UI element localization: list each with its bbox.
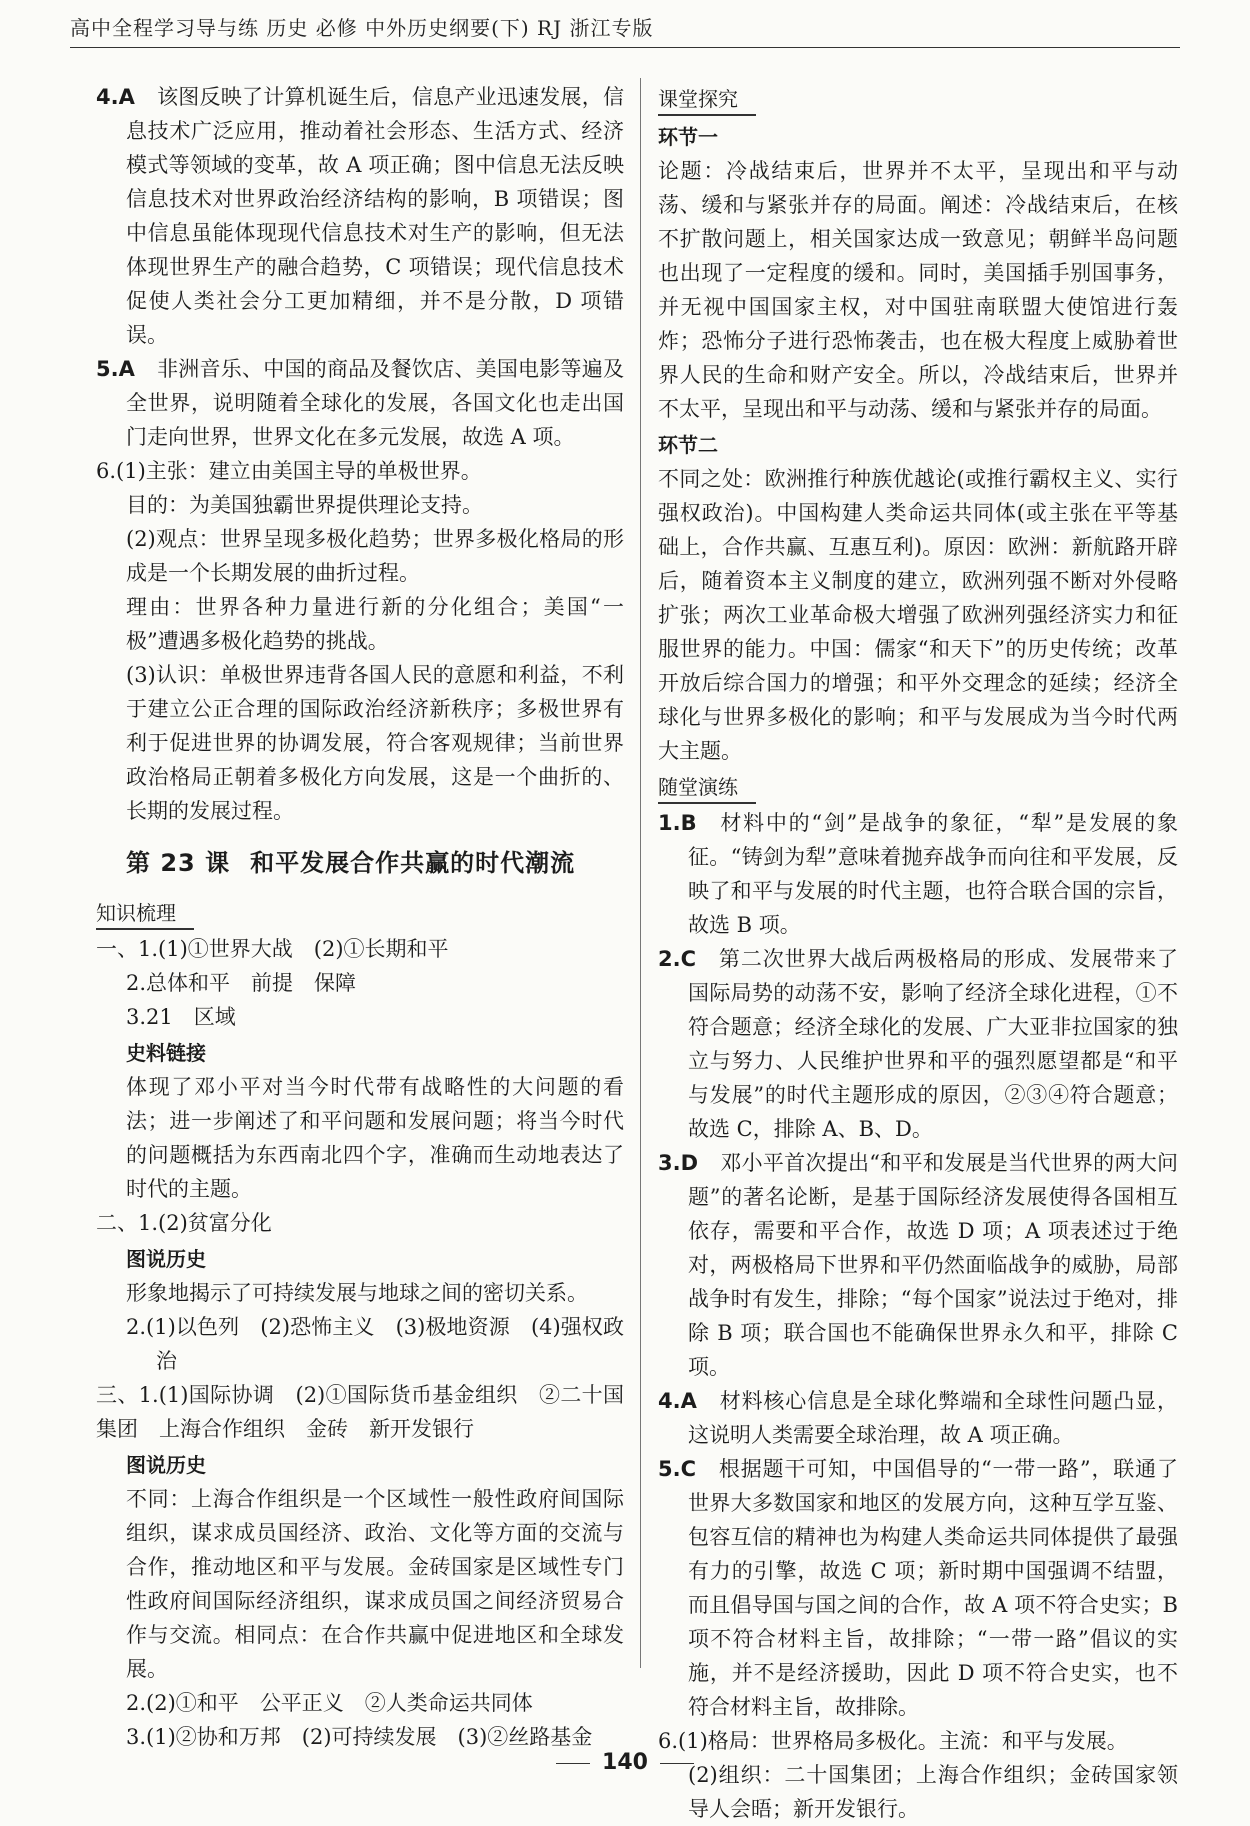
answer-text: 材料核心信息是全球化弊端和全球性问题凸显，这说明人类需要全球治理，故 A 项正确。 (688, 1389, 1178, 1447)
footer-dash (556, 1763, 590, 1764)
page-number: 140 (602, 1750, 648, 1775)
page-header: 高中全程学习导与练 历史 必修 中外历史纲要(下) RJ 浙江专版 (70, 12, 1180, 48)
practice-answer-2 (658, 942, 1178, 1146)
answer-q6-line4: 理由：世界各种力量进行新的分化组合；美国“一极”遭遇多极化趋势的挑战。 (126, 595, 624, 653)
knowledge-line: 三、1.(1)国际协调 (2)①国际货币基金组织 ②二十国集团 上海合作组织 金砖 新开发银行 (96, 1383, 624, 1441)
answer-label: 2.C (658, 947, 697, 971)
link-2-text: 不同之处：欧洲推行种族优越论(或推行霸权主义、实行强权政治)。中国构建人类命运共同体(或主张在平等基础上，合作共赢、互惠互利)。原因：欧洲：新航路开辟后，随着资本主义制度的建立，欧洲列强不断对外侵略扩张；两次工业革命极大增强了欧洲列强经济实力和征服世界的能力。中国：儒家“和天下”的历史传统；改革开放后综合国力的增强；和平外交理念的延续；经济全球化与世界多极化的影响；和平与发展成为当今时代两大主题。 (658, 467, 1178, 763)
subheading-picture-history: 图说历史 (126, 1247, 206, 1271)
answer-text: 材料中的“剑”是战争的象征，“犁”是发展的象征。“铸剑为犁”意味着抛弃战争而向往和平发展，反映了和平与发展的时代主题，也符合联合国的宗旨，故选 B 项。 (688, 811, 1178, 937)
answer-label: 5.A (96, 357, 135, 381)
subheading-link-2: 环节二 (658, 433, 718, 457)
answer-label: 4.A (658, 1389, 697, 1413)
subheading-source-link: 史料链接 (126, 1041, 206, 1065)
practice-answer-5 (658, 1452, 1178, 1724)
answer-label: 3.D (658, 1151, 699, 1175)
answer-q5 (96, 352, 624, 454)
answer-text: 该图反映了计算机诞生后，信息产业迅速发展，信息技术广泛应用，推动着社会形态、生活方式、经济模式等领域的变革，故 A 项正确；图中信息无法反映信息技术对世界政治经济结构的影响，B 项错误；图中信息虽能体现现代信息技术对生产的影响，但无法体现世界生产的融合趋势，C 项错误；现代信息技术促使人类社会分工更加精细，并不是分散，D 项错误。 (126, 85, 624, 347)
left-column (96, 80, 624, 1754)
practice-answer-3 (658, 1146, 1178, 1384)
lesson-name: 和平发展合作共赢的时代潮流 (250, 849, 576, 877)
section-knowledge: 知识梳理 (96, 898, 194, 930)
picture-history-text: 不同：上海合作组织是一个区域性一般性政府间国际组织，谋求成员国经济、政治、文化等方面的交流与合作，推动地区和平与发展。金砖国家是区域性专门性政府间国际经济组织，谋求成员国之间经济贸易合作与交流。相同点：在合作共赢中促进地区和全球发展。 (126, 1487, 624, 1681)
answer-q6-line1: 6.(1)主张：建立由美国主导的单极世界。 (96, 459, 482, 483)
answer-text: 根据题干可知，中国倡导的“一带一路”，联通了世界大多数国家和地区的发展方向，这种互学互鉴、包容互信的精神也为构建人类命运共同体提供了最强有力的引擎，故选 C 项；新时期中国强调不结盟，而且倡导国与国之间的合作，故 A 项不符合史实；B 项不符合材料主旨，故排除；“一带一路”倡议的实施，并不是经济援助，因此 D 项不符合史实，也不符合材料主旨，故排除。 (688, 1457, 1178, 1719)
picture-history-text: 形象地揭示了可持续发展与地球之间的密切关系。 (126, 1281, 588, 1305)
answer-text: 第二次世界大战后两极格局的形成、发展带来了国际局势的动荡不安，影响了经济全球化进程，①不符合题意；经济全球化的发展、广大亚非拉国家的独立与努力、人民维护世界和平的强烈愿望都是“和平与发展”的时代主题形成的原因，②③④符合题意；故选 C，排除 A、B、D。 (688, 947, 1178, 1141)
knowledge-line: 3.21 区域 (126, 1005, 236, 1029)
practice-answer-6-line1: 6.(1)格局：世界格局多极化。主流：和平与发展。 (658, 1729, 1128, 1753)
answer-q6-line2: 目的：为美国独霸世界提供理论支持。 (126, 493, 483, 517)
subheading-link-1: 环节一 (658, 125, 718, 149)
knowledge-line: 3.(1)②协和万邦 (2)可持续发展 (3)②丝路基金 (126, 1725, 593, 1749)
section-class-inquiry: 课堂探究 (658, 84, 756, 116)
link-1-text: 论题：冷战结束后，世界并不太平，呈现出和平与动荡、缓和与紧张并存的局面。阐述：冷战结束后，在核不扩散问题上，相关国家达成一致意见；朝鲜半岛问题也出现了一定程度的缓和。同时，美国插手别国事务，并无视中国国家主权，对中国驻南联盟大使馆进行轰炸；恐怖分子进行恐怖袭击，也在极大程度上威胁着世界人民的生命和财产安全。所以，冷战结束后，世界并不太平，呈现出和平与动荡、缓和与紧张并存的局面。 (658, 159, 1178, 421)
right-column (658, 80, 1178, 1826)
answer-q4 (96, 80, 624, 352)
knowledge-line: 一、1.(1)①世界大战 (2)①长期和平 (96, 937, 449, 961)
page-footer (0, 1750, 1250, 1775)
answer-q6-line3: (2)观点：世界呈现多极化趋势；世界多极化格局的形成是一个长期发展的曲折过程。 (126, 527, 624, 585)
answer-q6-line5: (3)认识：单极世界违背各国人民的意愿和利益，不利于建立公正合理的国际政治经济新秩序；多极世界有利于促进世界的协调发展，符合客观规律；当前世界政治格局正朝着多极化方向发展，这是一个曲折的、长期的发展过程。 (126, 663, 624, 823)
section-practice: 随堂演练 (658, 772, 756, 804)
answer-label: 5.C (658, 1457, 697, 1481)
lesson-title (126, 846, 624, 880)
knowledge-line: 2.总体和平 前提 保障 (126, 971, 357, 995)
answer-label: 4.A (96, 85, 135, 109)
answer-label: 1.B (658, 811, 697, 835)
knowledge-line: 2.(1)以色列 (2)恐怖主义 (3)极地资源 (4)强权政治 (126, 1315, 624, 1373)
lesson-number: 第 23 课 (126, 849, 231, 877)
source-link-text: 体现了邓小平对当今时代带有战略性的大问题的看法；进一步阐述了和平问题和发展问题；将当今时代的问题概括为东西南北四个字，准确而生动地表达了时代的主题。 (126, 1075, 624, 1201)
answer-text: 非洲音乐、中国的商品及餐饮店、美国电影等遍及全世界，说明随着全球化的发展，各国文化也走出国门走向世界，世界文化在多元发展，故选 A 项。 (126, 357, 624, 449)
knowledge-line: 二、1.(2)贫富分化 (96, 1211, 272, 1235)
practice-answer-4 (658, 1384, 1178, 1452)
subheading-picture-history: 图说历史 (126, 1453, 206, 1477)
footer-dash (660, 1763, 694, 1764)
practice-answer-1 (658, 806, 1178, 942)
knowledge-line: 2.(2)①和平 公平正义 ②人类命运共同体 (126, 1691, 533, 1715)
answer-text: 邓小平首次提出“和平和发展是当代世界的两大问题”的著名论断，是基于国际经济发展使得各国相互依存，需要和平合作，故选 D 项；A 项表述过于绝对，两极格局下世界和平仍然面临战争的威胁，局部战争时有发生，排除；“每个国家”说法过于绝对，排除 B 项；联合国也不能确保世界永久和平，排除 C 项。 (688, 1151, 1178, 1379)
column-divider (640, 78, 641, 1668)
practice-answer-6-line2: (2)组织：二十国集团；上海合作组织；金砖国家领导人会晤；新开发银行。 (688, 1763, 1178, 1821)
